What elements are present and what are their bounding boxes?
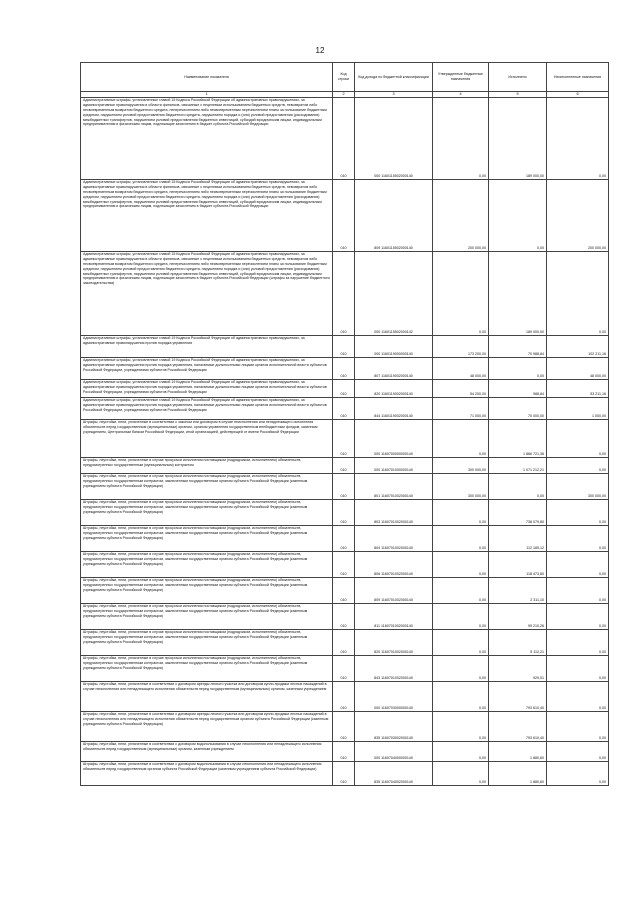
row-unexecuted-cell: 0,00 (547, 458, 609, 474)
column-number: 6 (547, 92, 609, 98)
row-budget-code-cell: 809 1160701002000140 (355, 578, 433, 604)
table-row (81, 656, 609, 682)
row-name-cell: Штрафы, неустойки, пени, уплаченные в случае просрочки исполнения поставщиком (подрядчиком, исполнителем) обязательств, предусмотренных государственным контрактом, заключенным государственным органом субъекта Российской Федерации (казенным учреждением субъекта Российской Федерации) (81, 500, 333, 526)
row-name-cell: Штрафы, неустойки, пени, уплаченные в случае просрочки исполнения поставщиком (подрядчиком, исполнителем) обязательств, предусмотренных государственным контрактом, заключенным государственным органом субъекта Российской Федерации (казенным учреждением субъекта Российской Федерации) (81, 578, 333, 604)
row-budget-code-cell: 000 1160119000000140 (355, 336, 433, 358)
row-executed-cell: 0,00 (489, 358, 547, 380)
row-line-code-cell: 010 (333, 474, 355, 500)
row-unexecuted-cell: 0,00 (547, 604, 609, 630)
row-unexecuted-cell: 300 000,00 (547, 474, 609, 500)
table-row (81, 552, 609, 578)
row-budget-code-cell: 835 1160704002000140 (355, 762, 433, 786)
row-approved-cell: 71 000,00 (433, 398, 489, 420)
header-line-code: Код строки (333, 63, 355, 92)
row-unexecuted-cell: 1 000,00 (547, 398, 609, 420)
row-approved-cell: 0,00 (433, 712, 489, 742)
row-approved-cell: 0,00 (433, 578, 489, 604)
row-executed-cell: 5 112,21 (489, 630, 547, 656)
table-row (81, 762, 609, 786)
table-row (81, 712, 609, 742)
row-line-code-cell: 010 (333, 682, 355, 712)
row-unexecuted-cell: 0,00 (547, 742, 609, 762)
row-approved-cell: 48 000,00 (433, 358, 489, 380)
row-executed-cell: 929,01 (489, 656, 547, 682)
row-line-code-cell: 010 (333, 526, 355, 552)
row-approved-cell: 0,00 (433, 742, 489, 762)
row-line-code-cell: 010 (333, 458, 355, 474)
row-approved-cell: 0,00 (433, 500, 489, 526)
column-number: 3 (355, 92, 433, 98)
row-line-code-cell: 010 (333, 398, 355, 420)
row-name-cell: Административные штрафы, установленные главой 15 Кодекса Российской Федерации об административных правонарушениях, за административные правонарушения в области финансов, связанные с нецелевым использованием бюджетных средств, невозвратом либо несвоевременным возвратом бюджетного кредита, неперечислением либо несвоевременным перечислением платы за пользование бюджетным кредитом, нарушением условий предоставления бюджетного кредита, нарушением порядка и (или) условий предоставления (расходования) межбюджетных трансфертов, нарушением условий предоставления бюджетных инвестиций, субсидий юридическим лицам, индивидуальным предпринимателям и физическим лицам, подлежащие зачислению в бюджет субъекта Российской Федерации (81, 180, 333, 252)
column-number: 2 (333, 92, 355, 98)
row-executed-cell: 793 610,40 (489, 712, 547, 742)
row-approved-cell: 300 000,00 (433, 458, 489, 474)
row-executed-cell: 1 880,60 (489, 742, 547, 762)
table-row (81, 380, 609, 398)
row-line-code-cell: 010 (333, 420, 355, 458)
row-executed-cell: 793 610,40 (489, 682, 547, 712)
row-budget-code-cell: 820 1160119002000140 (355, 380, 433, 398)
table-row (81, 500, 609, 526)
row-unexecuted-cell: 0,00 (547, 578, 609, 604)
row-executed-cell: 99 210,26 (489, 604, 547, 630)
row-executed-cell: 112 185,12 (489, 526, 547, 552)
row-line-code-cell: 010 (333, 380, 355, 398)
row-name-cell: Административные штрафы, установленные главой 15 Кодекса Российской Федерации об административных правонарушениях, за административные правонарушения в области финансов, связанные с нецелевым использованием бюджетных средств, невозвратом либо несвоевременным возвратом бюджетного кредита, неперечислением либо несвоевременным перечислением платы за пользование бюджетным кредитом, нарушением условий предоставления бюджетного кредита, нарушением порядка и (или) условий предоставления (расходования) межбюджетных трансфертов, нарушением условий предоставления бюджетных инвестиций, субсидий юридическим лицам, индивидуальным предпринимателям и физическим лицам, подлежащие зачислению в бюджет субъекта Российской Федерации (81, 98, 333, 180)
row-executed-cell: 118 473,80 (489, 552, 547, 578)
row-approved-cell: 300 000,00 (433, 474, 489, 500)
row-executed-cell: 189 000,00 (489, 252, 547, 336)
row-budget-code-cell: 820 1160701002000140 (355, 630, 433, 656)
row-line-code-cell: 010 (333, 336, 355, 358)
row-line-code-cell: 010 (333, 98, 355, 180)
row-line-code-cell: 010 (333, 656, 355, 682)
table-row (81, 420, 609, 458)
table-row (81, 398, 609, 420)
row-approved-cell: 0,00 (433, 252, 489, 336)
row-budget-code-cell: 811 1160701002000140 (355, 604, 433, 630)
row-budget-code-cell: 804 1160701002000140 (355, 526, 433, 552)
row-name-cell: Административные штрафы, установленные главой 19 Кодекса Российской Федерации об административных правонарушениях, за административные правонарушения против порядка управления, налагаемые должностными лицами органов исполнительной власти субъектов Российской Федерации, учреждениями субъектов Российской Федерации (81, 380, 333, 398)
header-approved: Утвержденные бюджетные назначения (433, 63, 489, 92)
column-number: 5 (489, 92, 547, 98)
row-name-cell: Штрафы, неустойки, пени, уплаченные в случае просрочки исполнения поставщиком (подрядчиком, исполнителем) обязательств, предусмотренных государственным контрактом, заключенным государственным органом субъекта Российской Федерации (казенным учреждением субъекта Российской Федерации) (81, 552, 333, 578)
row-name-cell: Штрафы, неустойки, пени, уплаченные в случае просрочки исполнения поставщиком (подрядчиком, исполнителем) обязательств, предусмотренных государственным контрактом, заключенным государственным органом субъекта Российской Федерации (казенным учреждением субъекта Российской Федерации) (81, 656, 333, 682)
table-row (81, 604, 609, 630)
row-line-code-cell: 010 (333, 180, 355, 252)
row-line-code-cell: 010 (333, 604, 355, 630)
row-approved-cell: 0,00 (433, 98, 489, 180)
row-unexecuted-cell: 0,00 (547, 252, 609, 336)
row-unexecuted-cell: 200 000,00 (547, 180, 609, 252)
row-name-cell: Штрафы, неустойки, пени, уплаченные в соответствии с договором водопользования в случае неисполнения или ненадлежащего исполнения обязательств перед государственным (муниципальным) органом, казенным учреждением (81, 742, 333, 762)
row-approved-cell: 200 000,00 (433, 180, 489, 252)
table-row (81, 180, 609, 252)
row-approved-cell: 0,00 (433, 656, 489, 682)
table-row (81, 474, 609, 500)
table-row (81, 336, 609, 358)
column-number: 1 (81, 92, 333, 98)
row-unexecuted-cell: 102 211,16 (547, 336, 609, 358)
row-unexecuted-cell: 48 000,00 (547, 358, 609, 380)
row-line-code-cell: 010 (333, 742, 355, 762)
header-budget-code: Код дохода по бюджетной классификации (355, 63, 433, 92)
row-approved-cell: 0,00 (433, 552, 489, 578)
row-executed-cell: 0,00 (489, 180, 547, 252)
row-unexecuted-cell: 0,00 (547, 526, 609, 552)
row-executed-cell: 988,84 (489, 380, 547, 398)
row-name-cell: Административные штрафы, установленные главой 19 Кодекса Российской Федерации об административных правонарушениях, за административные правонарушения против порядка управления, налагаемые должностными лицами органов исполнительной власти субъектов Российской Федерации, учреждениями субъектов Российской Федерации (81, 398, 333, 420)
row-budget-code-cell: 000 1160704000000140 (355, 742, 433, 762)
row-name-cell: Штрафы, неустойки, пени, уплаченные в случае просрочки исполнения поставщиком (подрядчиком, исполнителем) обязательств, предусмотренных государственным контрактом, заключенным государственным органом субъекта Российской Федерации (казенным учреждением субъекта Российской Федерации) (81, 526, 333, 552)
table-body (81, 98, 609, 786)
header-row (81, 63, 609, 92)
row-budget-code-cell: 807 1160119002000140 (355, 358, 433, 380)
table-row (81, 252, 609, 336)
row-line-code-cell: 010 (333, 578, 355, 604)
table-row (81, 458, 609, 474)
header-unexecuted: Неисполненные назначения (547, 63, 609, 92)
row-budget-code-cell: 803 1160701002000140 (355, 500, 433, 526)
page-number: 12 (315, 46, 325, 55)
row-name-cell: Штрафы, неустойки, пени, уплаченные в соответствии с договором водопользования в случае неисполнения или ненадлежащего исполнения обязательств перед государственным органом субъекта Российской Федерации (казенным учреждением субъекта Российской Федерации) (81, 762, 333, 786)
row-name-cell: Штрафы, неустойки, пени, уплаченные в случае просрочки исполнения поставщиком (подрядчиком, исполнителем) обязательств, предусмотренных государственным контрактом, заключенным государственным органом субъекта Российской Федерации (казенным учреждением субъекта Российской Федерации) (81, 474, 333, 500)
row-name-cell: Штрафы, неустойки, пени, уплаченные в соответствии с договором аренды лесного участка или договором купли-продажи лесных насаждений в случае неисполнения или ненадлежащего исполнения обязательств перед государственным органом субъекта Российской Федерации (казенным учреждением субъекта Российской Федерации) (81, 712, 333, 742)
row-approved-cell: 0,00 (433, 526, 489, 552)
row-budget-code-cell: 801 1160701002000140 (355, 474, 433, 500)
table-row (81, 742, 609, 762)
row-line-code-cell: 010 (333, 762, 355, 786)
row-unexecuted-cell: 0,00 (547, 656, 609, 682)
row-budget-code-cell: 000 1160115502000142 (355, 252, 433, 336)
row-unexecuted-cell: 0,00 (547, 500, 609, 526)
row-executed-cell: 70 000,00 (489, 398, 547, 420)
row-line-code-cell: 010 (333, 252, 355, 336)
row-approved-cell: 0,00 (433, 604, 489, 630)
row-budget-code-cell: 000 1160700000000140 (355, 420, 433, 458)
row-executed-cell: 738 079,80 (489, 500, 547, 526)
row-unexecuted-cell: 0,00 (547, 552, 609, 578)
row-budget-code-cell: 806 1160701002000140 (355, 552, 433, 578)
row-executed-cell: 70 988,84 (489, 336, 547, 358)
row-approved-cell: 173 200,00 (433, 336, 489, 358)
row-name-cell: Административные штрафы, установленные главой 15 Кодекса Российской Федерации об административных правонарушениях, за административные правонарушения в области финансов, связанные с нецелевым использованием бюджетных средств, невозвратом либо несвоевременным возвратом бюджетного кредита, неперечислением либо несвоевременным перечислением платы за пользование бюджетным кредитом, нарушением условий предоставления бюджетного кредита, нарушением порядка и (или) условий предоставления (расходования) межбюджетных трансфертов, нарушением условий предоставления бюджетных инвестиций, субсидий юридическим лицам, индивидуальным предпринимателям и физическим лицам, подлежащие зачислению в бюджет субъекта Российской Федерации (штрафы за нарушение бюджетного законодательства) (81, 252, 333, 336)
row-approved-cell: 0,00 (433, 420, 489, 458)
row-executed-cell: 0,00 (489, 474, 547, 500)
row-unexecuted-cell: 0,00 (547, 98, 609, 180)
header-name: Наименование показателя (81, 63, 333, 92)
table-row (81, 630, 609, 656)
row-budget-code-cell: 809 1160115502000140 (355, 180, 433, 252)
row-line-code-cell: 010 (333, 630, 355, 656)
row-name-cell: Административные штрафы, установленные главой 19 Кодекса Российской Федерации об административных правонарушениях, за административные правонарушения против порядка управления (81, 336, 333, 358)
row-name-cell: Штрафы, неустойки, пени, уплаченные в соответствии с законом или договором в случае неисполнения или ненадлежащего исполнения обязательств перед государственным (муниципальным) органом, органом управления государственным внебюджетным фондом, казенным учреждением, Центральным банком Российской Федерации, иной организацией, действующей от имени Российской Федерации (81, 420, 333, 458)
row-budget-code-cell: 000 1160115502000140 (355, 98, 433, 180)
row-approved-cell: 0,00 (433, 762, 489, 786)
table-row (81, 358, 609, 380)
row-executed-cell: 1 071 212,21 (489, 458, 547, 474)
row-executed-cell: 2 311,10 (489, 578, 547, 604)
row-budget-code-cell: 000 1160701000000140 (355, 458, 433, 474)
row-approved-cell: 0,00 (433, 630, 489, 656)
row-budget-code-cell: 000 1160703000000140 (355, 682, 433, 712)
row-name-cell: Административные штрафы, установленные главой 19 Кодекса Российской Федерации об административных правонарушениях, за административные правонарушения против порядка управления, налагаемые должностными лицами органов исполнительной власти субъектов Российской Федерации, учреждениями субъектов Российской Федерации (81, 358, 333, 380)
row-unexecuted-cell: 0,00 (547, 420, 609, 458)
row-line-code-cell: 010 (333, 500, 355, 526)
row-executed-cell: 189 000,00 (489, 98, 547, 180)
row-approved-cell: 54 200,00 (433, 380, 489, 398)
row-name-cell: Штрафы, неустойки, пени, уплаченные в случае просрочки исполнения поставщиком (подрядчиком, исполнителем) обязательств, предусмотренных государственным контрактом, заключенным государственным органом субъекта Российской Федерации (казенным учреждением субъекта Российской Федерации) (81, 630, 333, 656)
row-line-code-cell: 010 (333, 712, 355, 742)
table-row (81, 682, 609, 712)
column-number: 4 (433, 92, 489, 98)
row-unexecuted-cell: 0,00 (547, 682, 609, 712)
row-line-code-cell: 010 (333, 358, 355, 380)
row-budget-code-cell: 835 1160703002000140 (355, 712, 433, 742)
row-executed-cell: 1 880,60 (489, 762, 547, 786)
table-row (81, 578, 609, 604)
row-name-cell: Штрафы, неустойки, пени, уплаченные в соответствии с договором аренды лесного участка или договором купли-продажи лесных насаждений в случае неисполнения или ненадлежащего исполнения обязательств перед государственным (муниципальным) органом, казенным учреждением (81, 682, 333, 712)
row-name-cell: Штрафы, неустойки, пени, уплаченные в случае просрочки исполнения поставщиком (подрядчиком, исполнителем) обязательств, предусмотренных государственным (муниципальным) контрактом (81, 458, 333, 474)
row-budget-code-cell: 843 1160701002000140 (355, 656, 433, 682)
row-unexecuted-cell: 0,00 (547, 762, 609, 786)
row-approved-cell: 0,00 (433, 682, 489, 712)
table-row (81, 98, 609, 180)
row-unexecuted-cell: 53 211,16 (547, 380, 609, 398)
row-name-cell: Штрафы, неустойки, пени, уплаченные в случае просрочки исполнения поставщиком (подрядчиком, исполнителем) обязательств, предусмотренных государственным контрактом, заключенным государственным органом субъекта Российской Федерации (казенным учреждением субъекта Российской Федерации) (81, 604, 333, 630)
row-executed-cell: 1 866 721,36 (489, 420, 547, 458)
table-row (81, 526, 609, 552)
budget-execution-table (80, 62, 609, 786)
row-line-code-cell: 010 (333, 552, 355, 578)
row-budget-code-cell: 844 1160119002000140 (355, 398, 433, 420)
row-unexecuted-cell: 0,00 (547, 630, 609, 656)
header-executed: Исполнено (489, 63, 547, 92)
row-unexecuted-cell: 0,00 (547, 712, 609, 742)
